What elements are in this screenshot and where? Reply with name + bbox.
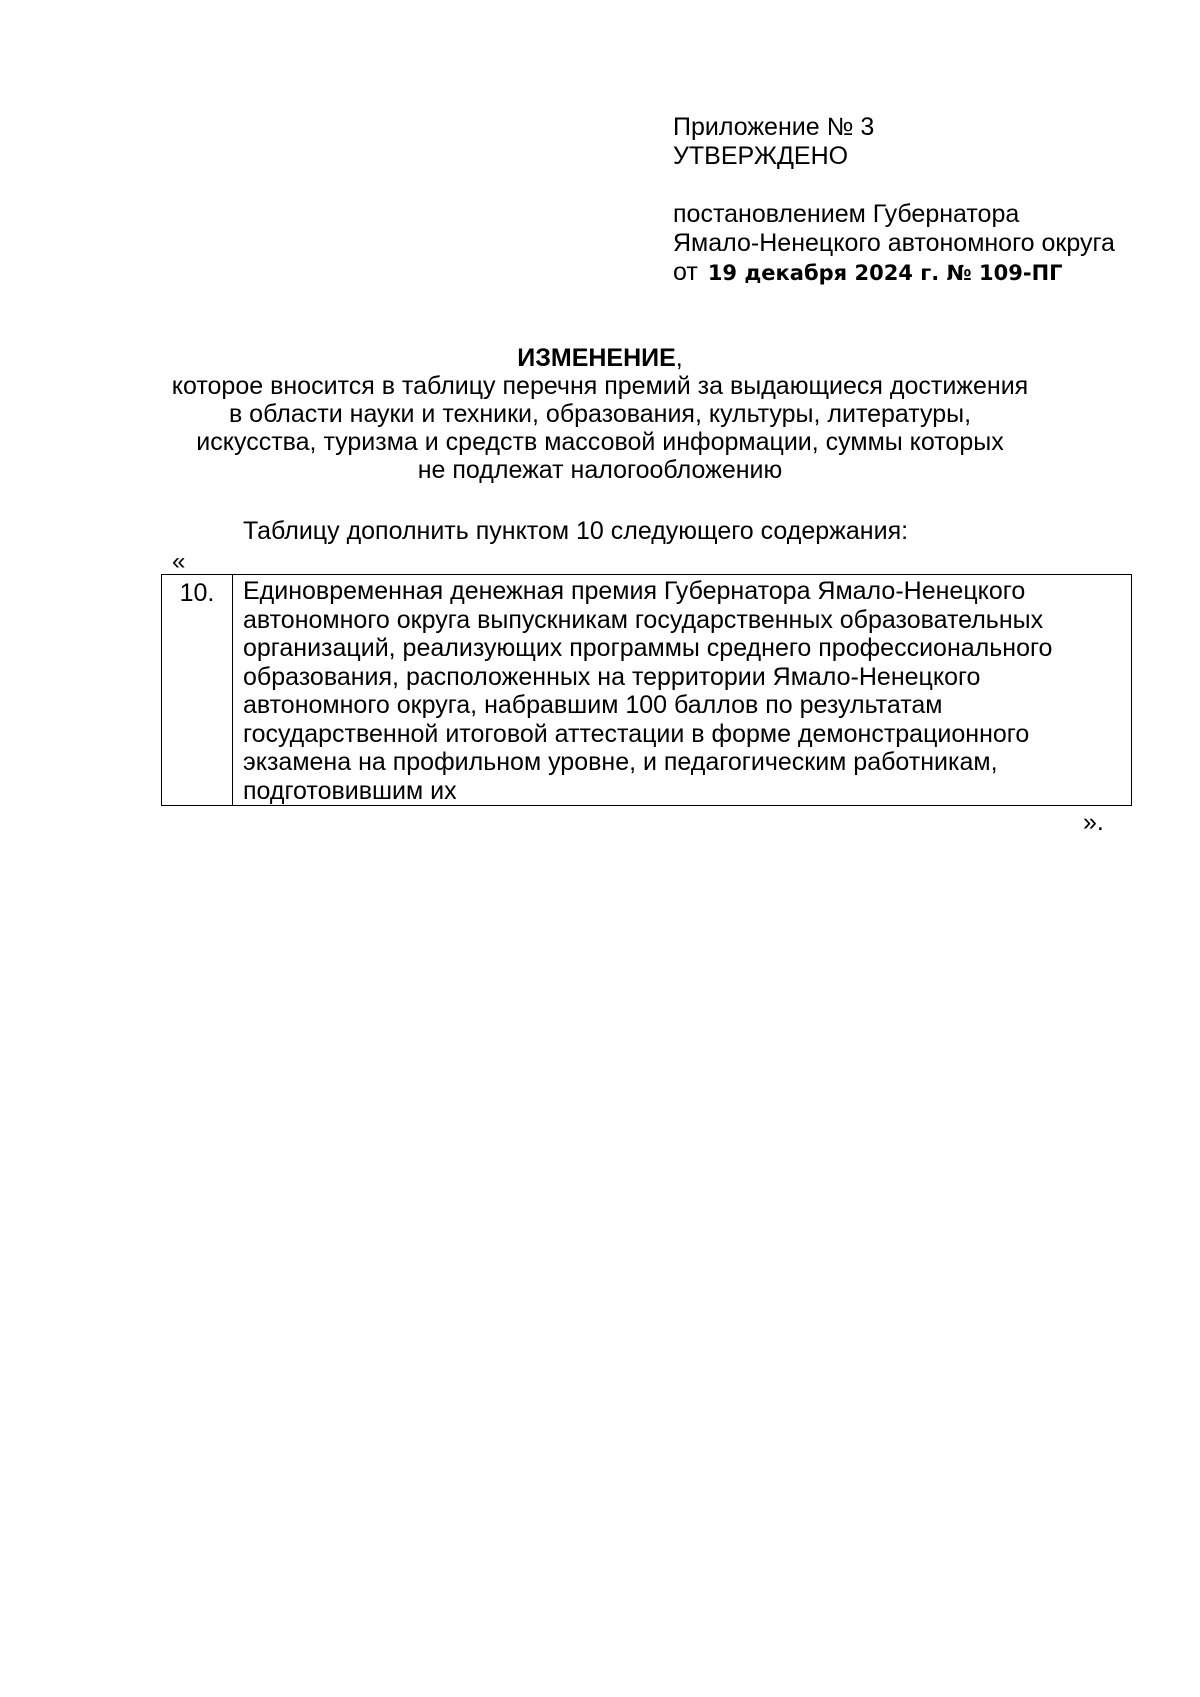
title-line-3: искусства, туризма и средств массовой информации, суммы которых [196, 428, 1004, 456]
decree-date-number: 19 декабря 2024 г. № 109-ПГ [707, 261, 1063, 285]
appendix-label: Приложение № 3 [673, 113, 875, 141]
row-text-line: организаций, реализующих программы среднего профессионального [243, 634, 1053, 662]
amendment-table [161, 574, 1132, 806]
title-heading: ИЗМЕНЕНИЕ [517, 344, 676, 372]
date-prefix: от [673, 258, 698, 286]
row-text-line: автономного округа выпускникам государственных образовательных [243, 605, 1044, 634]
row-number: 10. [162, 575, 233, 806]
row-text [233, 575, 1132, 806]
intro-paragraph: Таблицу дополнить пунктом 10 следующего содержания: [243, 517, 909, 545]
title-heading-line [100, 344, 1100, 372]
title-heading-suffix: , [675, 344, 683, 372]
opening-quote: « [172, 548, 186, 575]
row-text-line: образования, расположенных на территории Ямало-Ненецкого [243, 662, 981, 691]
title-line-1: которое вносится в таблицу перечня премий за выдающиеся достижения [171, 372, 1029, 400]
approved-label: УТВЕРЖДЕНО [673, 142, 849, 170]
title-line-2: в области науки и техники, образования, культуры, литературы, [228, 400, 972, 428]
decree-line-2: Ямало-Ненецкого автономного округа [673, 229, 1115, 257]
row-text-line: подготовившим их [243, 776, 457, 805]
decree-line-1: постановлением Губернатора [673, 200, 1020, 228]
decree-date-line [673, 258, 1115, 288]
row-text-line: автономного округа, набравшим 100 баллов по результатам [243, 691, 943, 719]
row-text-line: Единовременная денежная премия Губернатора Ямало-Ненецкого [243, 577, 1026, 605]
title-line-4: не подлежат налогообложению [417, 456, 783, 484]
approval-block [673, 113, 1115, 288]
document-title [100, 344, 1100, 484]
row-text-line: государственной итоговой аттестации в форме демонстрационного [243, 719, 1030, 748]
row-text-line: экзамена на профильном уровне, и педагогическим работникам, [243, 748, 998, 776]
approval-spacer [673, 171, 1115, 200]
closing-quote: ». [1083, 808, 1104, 836]
table-row [162, 575, 1132, 806]
